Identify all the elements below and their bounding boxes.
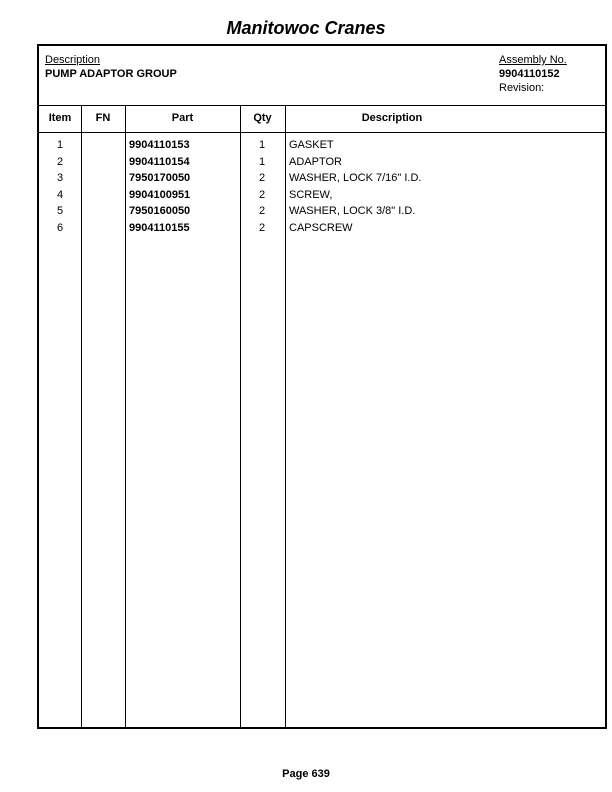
part-number-cell: 7950170050: [129, 172, 191, 184]
item-cell: 6: [56, 221, 64, 234]
item-cell: 2: [56, 155, 64, 168]
assembly-description: PUMP ADAPTOR GROUP: [45, 68, 177, 80]
column-header-item: Item: [48, 112, 72, 124]
table-row: [39, 205, 605, 222]
page-title: Manitowoc Cranes: [226, 18, 386, 38]
column-header-row: [39, 105, 605, 133]
part-number-cell: 9904110153: [129, 139, 190, 151]
qty-cell: 2: [258, 172, 266, 184]
part-number-cell: 9904110155: [129, 221, 190, 234]
assembly-number-label: Assembly No.: [499, 54, 567, 66]
item-cell: 1: [56, 139, 64, 151]
description-cell: SCREW,: [289, 188, 333, 201]
item-cell: 4: [56, 188, 64, 201]
table-row: [39, 156, 605, 173]
description-label: Description: [45, 54, 101, 66]
description-cell: CAPSCREW: [289, 221, 353, 234]
item-cell: 5: [56, 205, 64, 217]
assembly-header: [39, 46, 605, 106]
description-cell: WASHER, LOCK 7/16" I.D.: [289, 172, 422, 184]
column-header-part: Part: [171, 112, 194, 124]
description-cell: WASHER, LOCK 3/8" I.D.: [289, 205, 416, 217]
part-number-cell: 9904110154: [129, 155, 190, 168]
column-header-fn: FN: [95, 112, 111, 124]
table-row: [39, 189, 605, 206]
column-header-description: Description: [361, 112, 423, 124]
description-cell: ADAPTOR: [289, 155, 342, 168]
assembly-number: 9904110152: [499, 68, 560, 80]
revision-label: Revision:: [499, 82, 545, 94]
qty-cell: 2: [258, 221, 266, 234]
qty-cell: 2: [258, 188, 266, 201]
qty-cell: 1: [258, 139, 266, 151]
page-number: Page 639: [282, 768, 330, 780]
table-row: [39, 139, 605, 156]
column-header-qty: Qty: [253, 112, 272, 124]
qty-cell: 2: [258, 205, 266, 217]
parts-list-frame: [37, 44, 607, 729]
part-number-cell: 7950160050: [129, 205, 191, 217]
table-row: [39, 222, 605, 239]
item-cell: 3: [56, 172, 64, 184]
part-number-cell: 9904100951: [129, 188, 191, 201]
qty-cell: 1: [258, 155, 266, 168]
description-cell: GASKET: [289, 139, 334, 151]
parts-table-body: [39, 139, 605, 238]
table-row: [39, 172, 605, 189]
